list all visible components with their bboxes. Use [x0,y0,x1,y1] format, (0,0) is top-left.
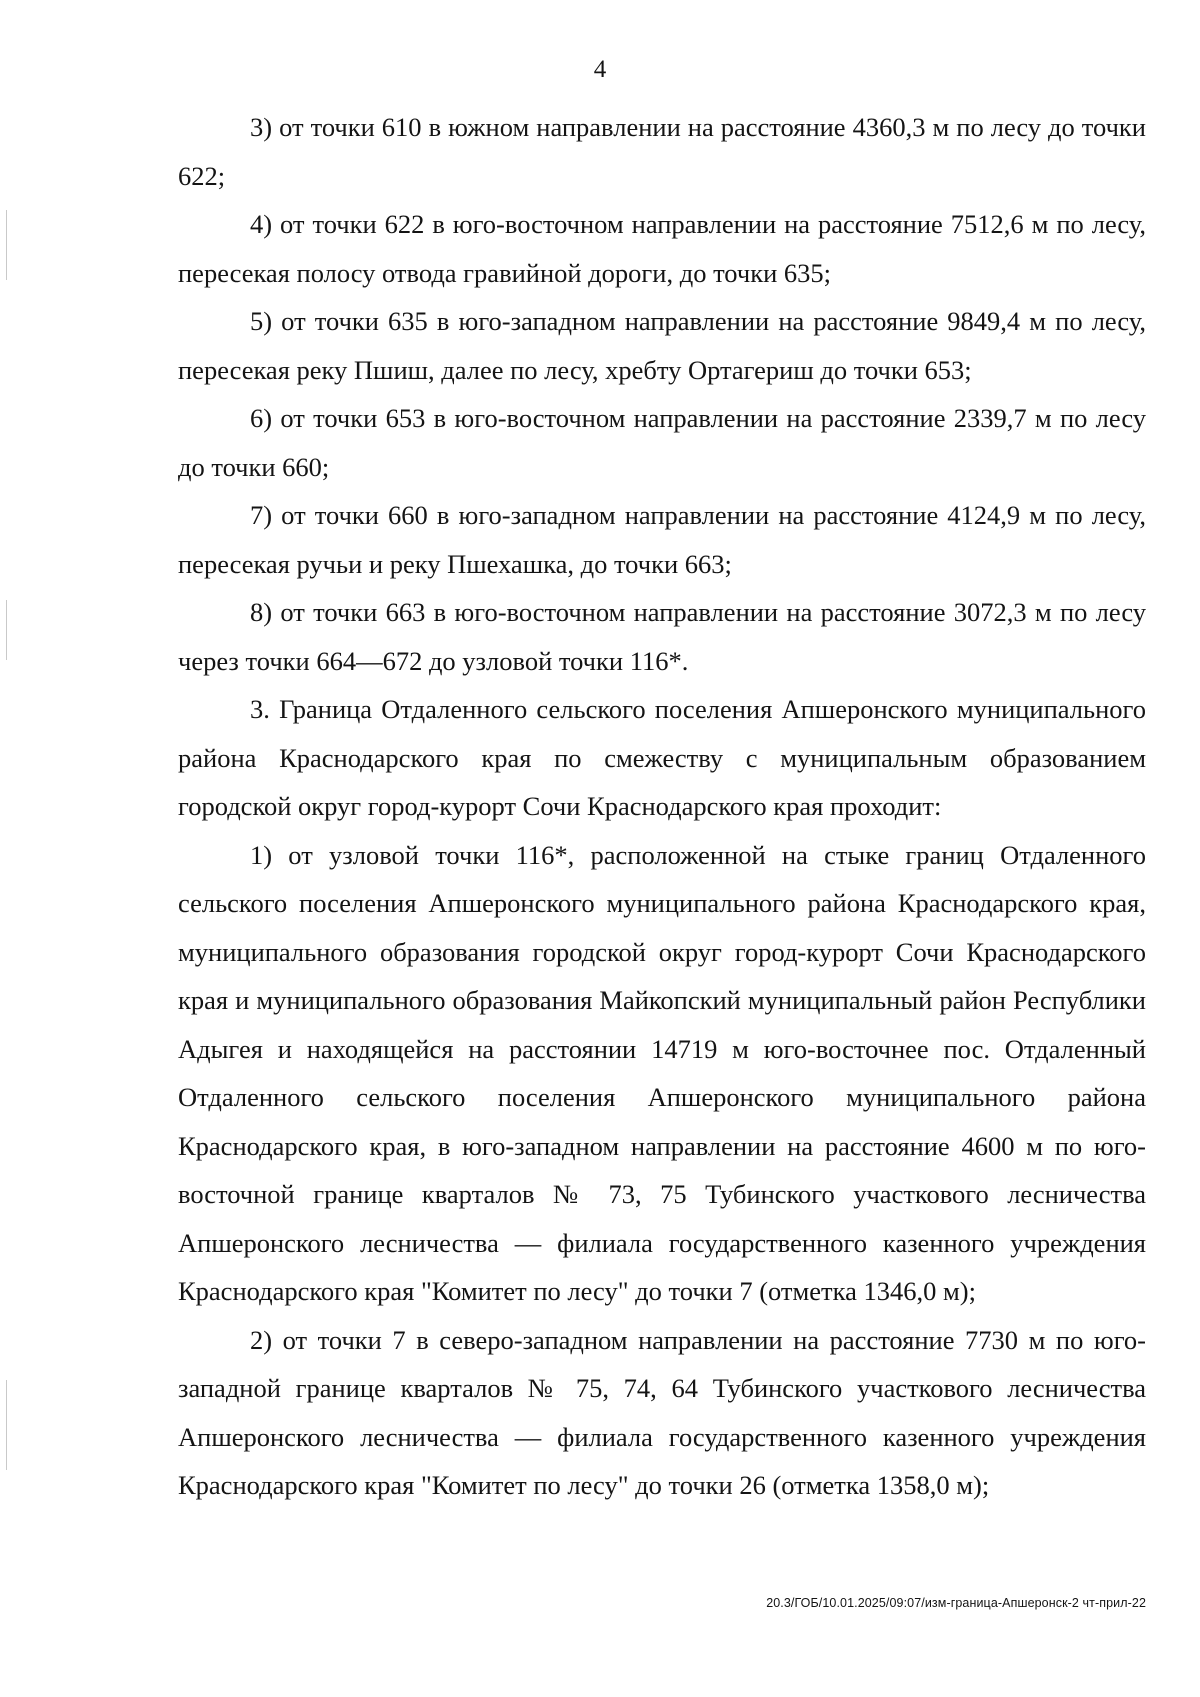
scan-edge-mark [6,1380,7,1470]
paragraph-point-7: 7) от точки 660 в юго-западном направлении на расстояние 4124,9 м по лесу, пересекая ручьи и реку Пшехашка, до точки 663; [178,500,1146,579]
page-number: 4 [593,56,607,83]
paragraph-point-6: 6) от точки 653 в юго-восточном направлении на расстояние 2339,7 м по лесу до точки 660; [178,403,1146,482]
section-3-heading-paragraph: 3. Граница Отдаленного сельского поселения Апшеронского муниципального района Краснодарского края по смежеству с муниципальным образованием городской округ город-курорт Сочи Краснодарского края проходит: [178,694,1146,821]
document-body [178,103,1146,1510]
paragraph-point-5: 5) от точки 635 в юго-западном направлении на расстояние 9849,4 м по лесу, пересекая реку Пшиш, далее по лесу, хребту Ортагериш до точки 653; [178,306,1146,385]
paragraph-point-3: 3) от точки 610 в южном направлении на расстояние 4360,3 м по лесу до точки 622; [178,112,1146,191]
paragraph-point-8: 8) от точки 663 в юго-восточном направлении на расстояние 3072,3 м по лесу через точки 664—672 до узловой точки 116*. [178,597,1146,676]
paragraph-point-4: 4) от точки 622 в юго-восточном направлении на расстояние 7512,6 м по лесу, пересекая полосу отвода гравийной дороги, до точки 635; [178,209,1146,288]
paragraph-section-3-point-1: 1) от узловой точки 116*, расположенной на стыке границ Отдаленного сельского поселения Апшеронского муниципального района Краснодарского края, муниципального образования городской округ город-курорт Сочи Краснодарского края и муниципального образования Майкопский муниципальный район Республики Адыгея и находящейся на расстоянии 14719 м юго-восточнее пос. Отдаленный Отдаленного сельского поселения Апшеронского муниципального района Краснодарского края, в юго-западном направлении на расстояние 4600 м по юго-восточной границе кварталов № 73, 75 Тубинского участкового лесничества Апшеронского лесничества — филиала государственного казенного учреждения Краснодарского края "Комитет по лесу" до точки 7 (отметка 1346,0 м); [178,839,1146,1306]
scan-edge-mark [6,600,7,660]
document-footer-code: 20.3/ГОБ/10.01.2025/09:07/изм-граница-Апшеронск-2 чт-прил-22 [766,1596,1146,1610]
paragraph-section-3-point-2: 2) от точки 7 в северо-западном направлении на расстояние 7730 м по юго-западной границе кварталов № 75, 74, 64 Тубинского участкового лесничества Апшеронского лесничества — филиала государственного казенного учреждения Краснодарского края "Комитет по лесу" до точки 26 (отметка 1358,0 м); [178,1324,1146,1500]
scan-edge-mark [6,210,7,280]
